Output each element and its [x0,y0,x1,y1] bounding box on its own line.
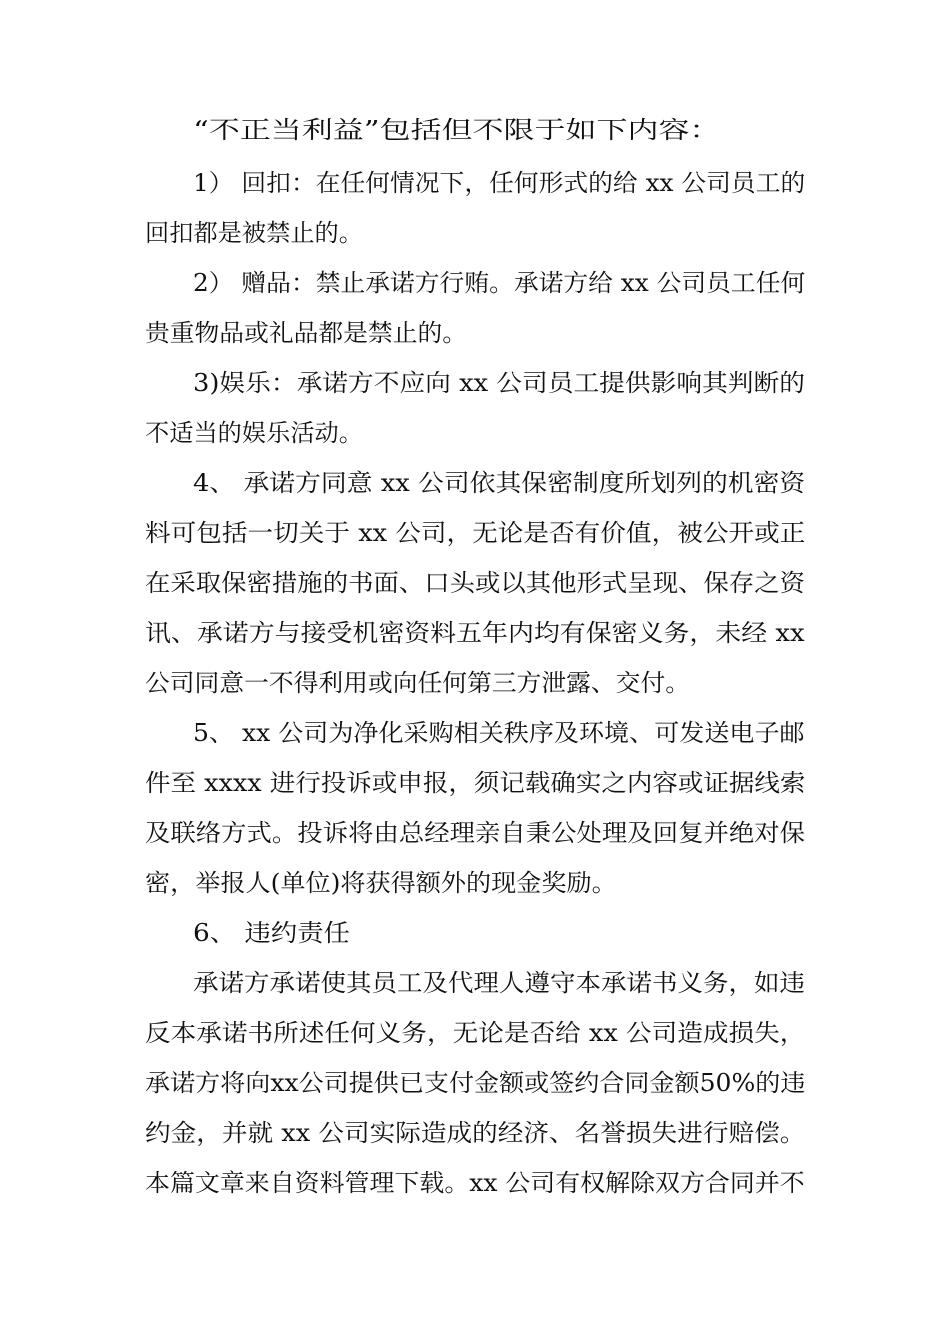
text-line: 5、 xx 公司为净化采购相关秩序及环境、可发送电子邮 [193,719,805,747]
text-line: 在采取保密措施的书面、口头或以其他形式呈现、保存之资 [145,569,805,597]
text-line: 及联络方式。投诉将由总经理亲自秉公处理及回复并绝对保 [145,819,805,847]
text-line: 承诺方将向xx公司提供已支付金额或签约合同金额50%的违 [145,1069,806,1097]
text-line: 贵重物品或礼品都是禁止的。 [145,319,467,347]
text-line: “不正当利益”包括但不限于如下内容： [193,116,721,144]
text-line: 密，举报人(单位)将获得额外的现金奖励。 [145,869,617,897]
text-line: 件至 xxxx 进行投诉或申报，须记载确实之内容或证据线索 [145,769,806,797]
text-line: 料可包括一切关于 xx 公司，无论是否有价值，被公开或正 [145,519,806,547]
text-line: 6、 违约责任 [193,919,350,947]
text-line: 公司同意一不得利用或向任何第三方泄露、交付。 [145,669,690,697]
text-line: 承诺方承诺使其员工及代理人遵守本承诺书义务，如违 [193,969,805,997]
text-line: 反本承诺书所述任何义务，无论是否给 xx 公司造成损失， [145,1019,806,1047]
text-line: 本篇文章来自资料管理下载。xx 公司有权解除双方合同并不 [145,1169,805,1197]
text-line: 1） 回扣：在任何情况下，任何形式的给 xx 公司员工的 [193,169,806,197]
text-line: 3)娱乐：承诺方不应向 xx 公司员工提供影响其判断的 [193,369,805,397]
text-line: 约金，并就 xx 公司实际造成的经济、名誉损失进行赔偿。 [145,1119,806,1147]
text-line: 2） 赠品：禁止承诺方行贿。承诺方给 xx 公司员工任何 [193,269,806,297]
text-line: 4、 承诺方同意 xx 公司依其保密制度所划列的机密资 [193,469,806,497]
text-line: 回扣都是被禁止的。 [145,219,363,247]
text-line: 讯、承诺方与接受机密资料五年内均有保密义务，未经 xx [145,619,805,647]
text-line: 不适当的娱乐活动。 [145,419,363,447]
